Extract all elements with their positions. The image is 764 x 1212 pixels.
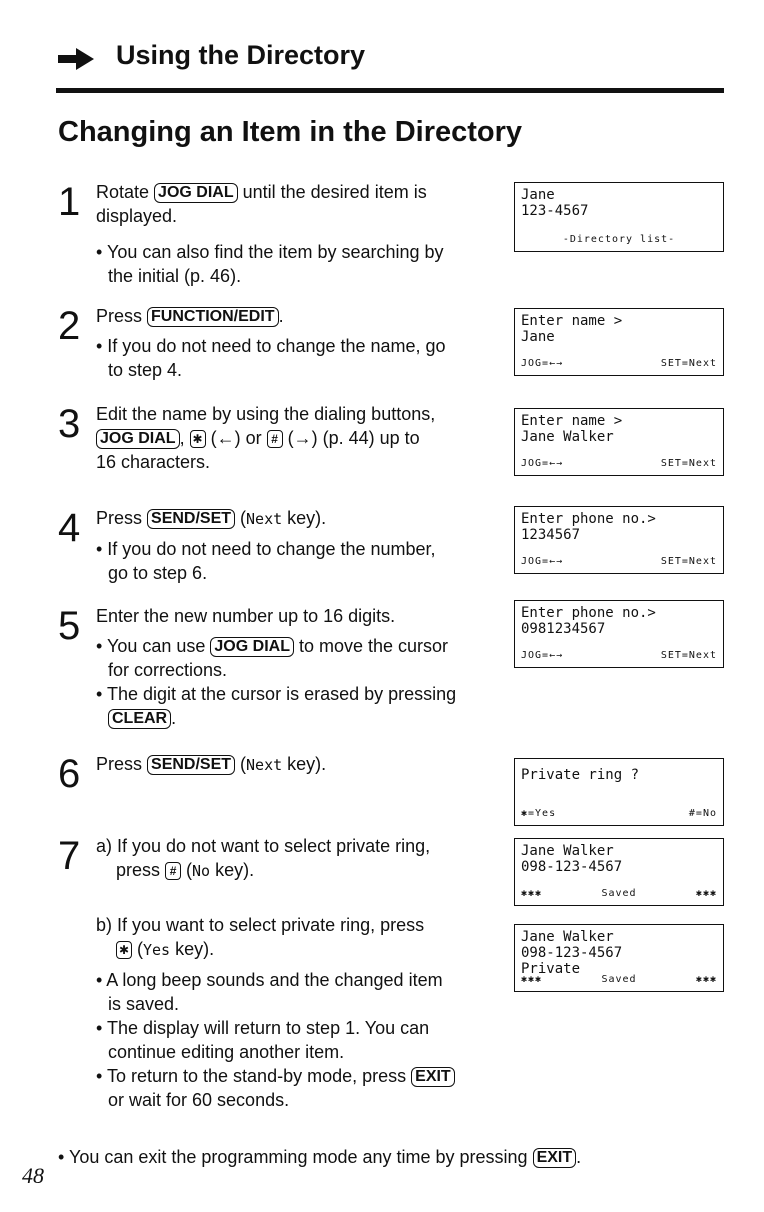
page-title: Changing an Item in the Directory (58, 116, 523, 148)
lcd-display-enter-name: Enter name > Jane JOG=←→ SET=Next (514, 308, 724, 376)
step-2-number: 2 (58, 304, 81, 348)
send-set-key: SEND/SET (147, 755, 235, 775)
clear-key: CLEAR (108, 709, 171, 729)
header-divider (56, 88, 724, 93)
step-4-number: 4 (58, 506, 81, 550)
step-1-number: 1 (58, 180, 81, 224)
lcd-display-directory: Jane 123-4567 -Directory list- (514, 182, 724, 252)
arrow-right-icon (58, 48, 94, 70)
lcd-display-saved: Jane Walker 098-123-4567 ✱✱✱ Saved ✱✱✱ (514, 838, 724, 906)
step-1-text: Rotate JOG DIAL until the desired item is displayed. • You can also find the item by searching by the initial (p. 46). (96, 182, 444, 286)
lcd-display-edit-phone: Enter phone no.> 0981234567 JOG=←→ SET=Next (514, 600, 724, 668)
step-6-text: Press SEND/SET (Next key). (96, 754, 327, 774)
hash-key: # (165, 862, 181, 880)
lcd-display-private-ring: Private ring ? ✱=Yes #=No (514, 758, 724, 826)
lcd-display-enter-phone: Enter phone no.> 1234567 JOG=←→ SET=Next (514, 506, 724, 574)
step-7-text: a) If you do not want to select private ring, press # (No key). b) If you want to select private ring, press ✱ (Yes key). • A long beep sounds and the changed item is saved. • The display will return to step 1. You can continue editing another item. • To return to the stand-by mode, press EXIT or wait for 60 seconds. (96, 834, 516, 1112)
step-7-number: 7 (58, 834, 81, 878)
send-set-key: SEND/SET (147, 509, 235, 529)
hash-key: # (267, 430, 283, 448)
footer-note: • You can exit the programming mode any time by pressing EXIT . (58, 1147, 582, 1167)
step-3-text: Edit the name by using the dialing buttons, JOG DIAL , ✱ (←) or # (→) (p. 44) up to 16 characters. (96, 404, 436, 472)
lcd-display-edit-name: Enter name > Jane Walker JOG=←→ SET=Next (514, 408, 724, 476)
jog-dial-key: JOG DIAL (154, 183, 238, 203)
step-3-number: 3 (58, 402, 81, 446)
star-key: ✱ (116, 941, 132, 959)
section-title: Using the Directory (116, 40, 366, 70)
page-number: 48 (22, 1163, 44, 1188)
step-5-text: Enter the new number up to 16 digits. • You can use JOG DIAL to move the cursor for corrections. • The digit at the cursor is erased by pressing CLEAR . (96, 606, 457, 728)
exit-key: EXIT (533, 1148, 577, 1168)
step-2-text: Press FUNCTION/EDIT . • If you do not need to change the name, go to step 4. (96, 306, 446, 380)
jog-dial-key: JOG DIAL (210, 637, 294, 657)
function-edit-key: FUNCTION/EDIT (147, 307, 279, 327)
exit-key: EXIT (411, 1067, 455, 1087)
step-4-text: Press SEND/SET (Next key). • If you do not need to change the number, go to step 6. (96, 508, 436, 583)
step-6-number: 6 (58, 752, 81, 796)
star-key: ✱ (190, 430, 206, 448)
jog-dial-key: JOG DIAL (96, 429, 180, 449)
step-5-number: 5 (58, 604, 81, 648)
lcd-display-saved-private: Jane Walker 098-123-4567 Private ✱✱✱ Saved ✱✱✱ (514, 924, 724, 992)
